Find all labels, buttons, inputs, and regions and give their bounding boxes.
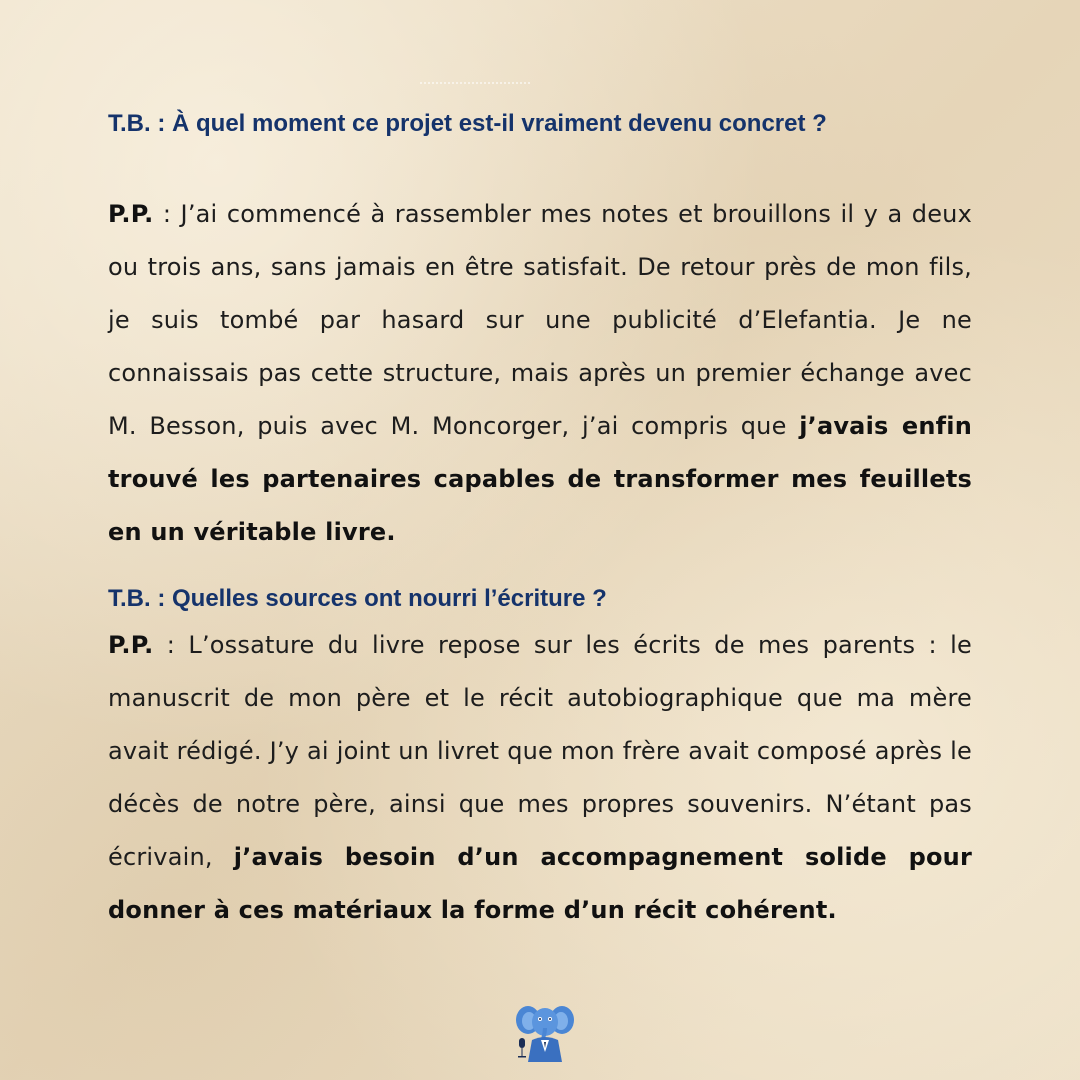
answer-1 [108, 188, 972, 559]
answer-2-highlight: j’avais besoin d’un accompagnement solide pour donner à ces matériaux la forme d’un récit cohérent. [108, 843, 972, 924]
answer-2-separator: : [153, 631, 189, 659]
decorative-dotted-line [420, 82, 530, 84]
answer-1-text: J’ai commencé à rassembler mes notes et brouillons il y a deux ou trois ans, sans jamais en être satisfait. De retour près de mon fils, je suis tombé par hasard sur une publicité d’Elefantia. Je ne connaissais pas cette structure, mais après un premier échange avec M. Besson, puis avec M. Moncorger, j’ai compris que [108, 200, 972, 440]
answer-1-speaker: P.P. [108, 200, 154, 228]
answer-2 [108, 619, 972, 937]
answer-2-speaker: P.P. [108, 631, 154, 659]
question-2: T.B. : Quelles sources ont nourri l’écriture ? [108, 585, 607, 612]
answer-1-highlight: j’avais enfin trouvé les partenaires capables de transformer mes feuillets en un véritable livre. [108, 412, 972, 546]
answer-2-text: L’ossature du livre repose sur les écrits de mes parents : le manuscrit de mon père et le récit autobiographique que ma mère avait rédigé. J’y ai joint un livret que mon frère avait composé après le décès de notre père, ainsi que mes propres souvenirs. N’étant pas écrivain, [108, 631, 972, 871]
answer-1-separator: : [153, 200, 181, 228]
question-1: T.B. : À quel moment ce projet est-il vraiment devenu concret ? [108, 110, 827, 137]
interview-content [108, 104, 972, 937]
elephant-mascot-icon [514, 1000, 576, 1062]
